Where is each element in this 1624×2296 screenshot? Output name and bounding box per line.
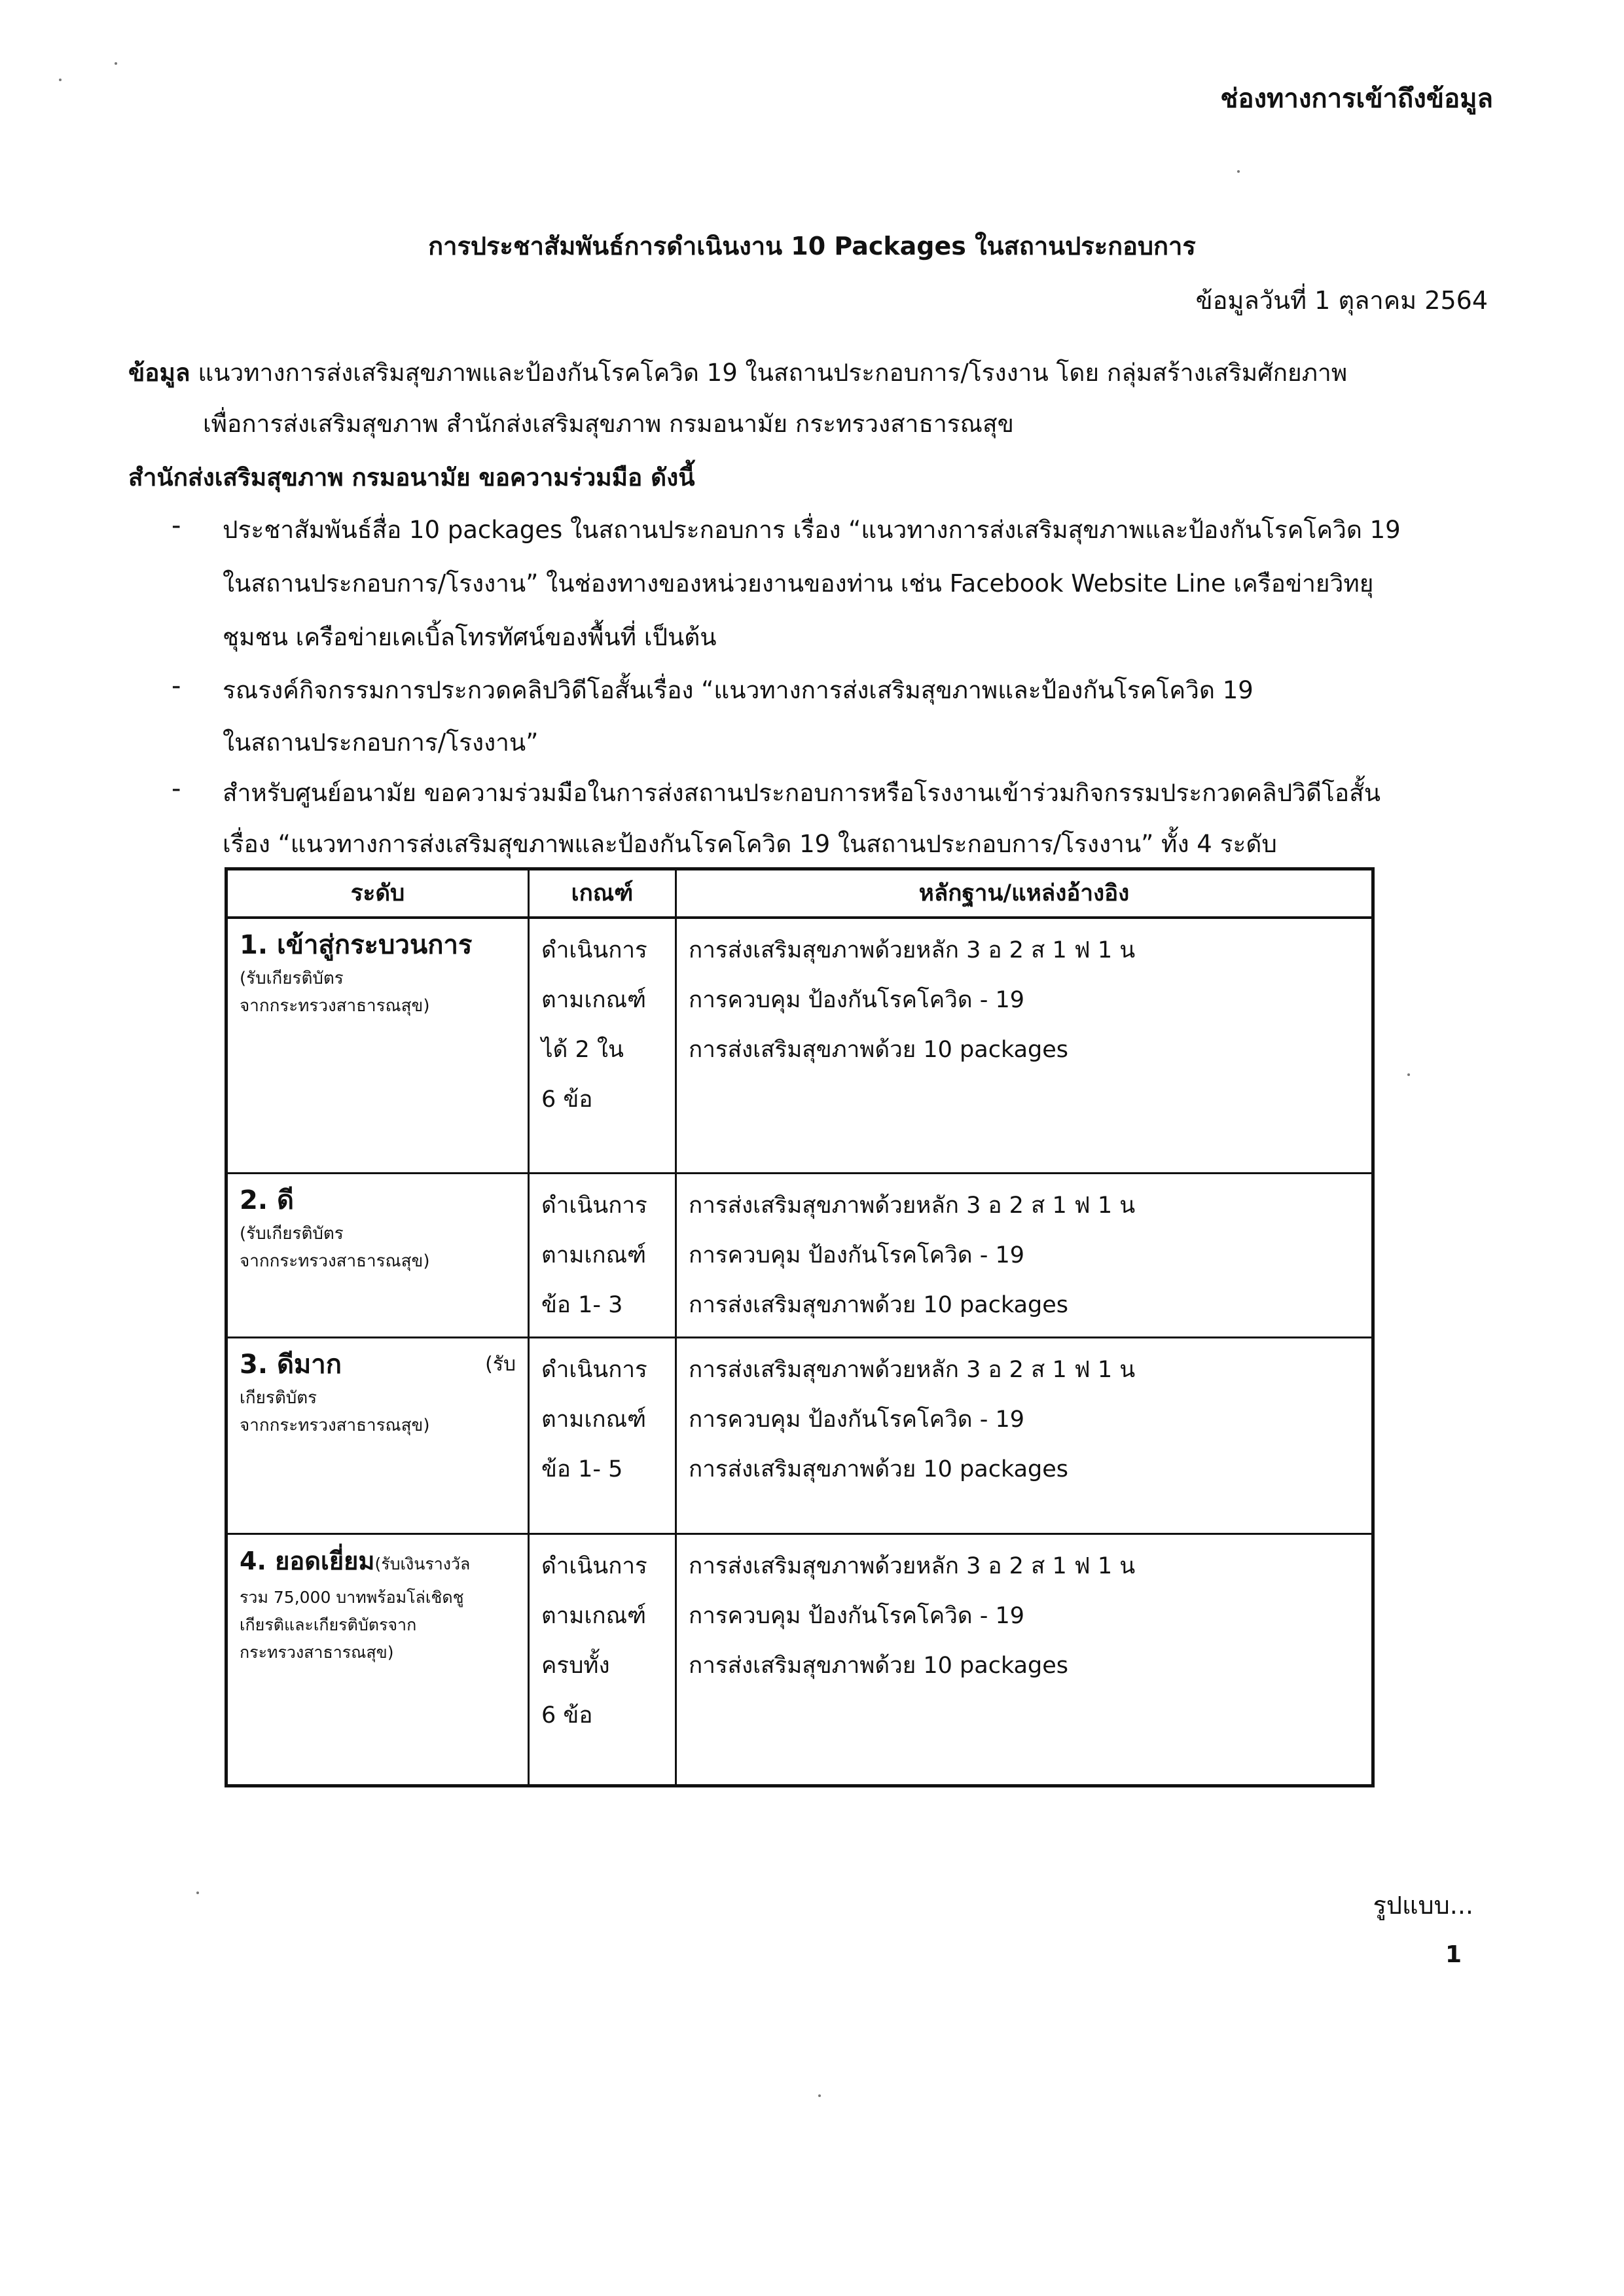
criteria-line: ดำเนินการ: [541, 937, 647, 963]
evidence-line: การส่งเสริมสุขภาพด้วยหลัก 3 อ 2 ส 1 ฟ 1 น: [689, 1552, 1136, 1579]
bullet-3-line-2: เรื่อง “แนวทางการส่งเสริมสุขภาพและป้องกันโรคโควิด 19 ในสถานประกอบการ/โรงงาน” ทั้ง 4 ระดับ: [223, 830, 1277, 858]
evidence-line: การส่งเสริมสุขภาพด้วยหลัก 3 อ 2 ส 1 ฟ 1 น: [689, 1192, 1136, 1219]
level-title-text: 3. ดีมาก: [240, 1349, 342, 1380]
scan-speck: [59, 79, 62, 81]
evidence-cell: [676, 1337, 1373, 1534]
evidence-cell: [676, 1173, 1373, 1337]
level-note: (รับเกียรติบัตร: [240, 1223, 344, 1244]
scan-speck: [196, 1892, 199, 1894]
criteria-line: ตามเกณฑ์: [541, 1602, 647, 1629]
evidence-line: การควบคุม ป้องกันโรคโควิด - 19: [689, 1406, 1025, 1433]
criteria-line: ได้ 2 ใน: [541, 1037, 624, 1063]
header-level: ระดับ: [226, 869, 529, 918]
evidence-cell: [676, 918, 1373, 1173]
table-row: [226, 1173, 1373, 1337]
bullet-1-dash: -: [171, 511, 181, 541]
bullet-1-line-1: ประชาสัมพันธ์สื่อ 10 packages ในสถานประกอบการ เรื่อง “แนวทางการส่งเสริมสุขภาพและป้องกันโรคโควิด 19: [223, 516, 1401, 544]
evidence-line: การส่งเสริมสุขภาพด้วย 10 packages: [689, 1037, 1069, 1063]
table-row: [226, 1337, 1373, 1534]
level-cell: [226, 1337, 529, 1534]
bullet-1-line-2: ในสถานประกอบการ/โรงงาน” ในช่องทางของหน่วยงานของท่าน เช่น Facebook Website Line เครือข่ายวิทยุ: [223, 569, 1374, 598]
scan-speck: [115, 62, 117, 65]
header-criteria: เกณฑ์: [529, 869, 676, 918]
level-note: จากกระทรวงสาธารณสุข): [240, 1415, 430, 1435]
levels-table: [225, 867, 1375, 1787]
info-paragraph: [128, 353, 1347, 392]
criteria-cell: [529, 918, 676, 1173]
criteria-line: 6 ข้อ: [541, 1702, 593, 1729]
criteria-line: ดำเนินการ: [541, 1356, 647, 1383]
bullet-2-dash: -: [171, 671, 181, 701]
level-note: (รับเกียรติบัตร: [240, 969, 344, 988]
level-note: เกียรติบัตร: [240, 1388, 317, 1408]
bullet-2-line-1: รณรงค์กิจกรรมการประกวดคลิปวิดีโอสั้นเรื่อง “แนวทางการส่งเสริมสุขภาพและป้องกันโรคโควิด 19: [223, 676, 1254, 704]
level-note: เกียรติและเกียรติบัตรจาก: [240, 1615, 417, 1634]
evidence-line: การควบคุม ป้องกันโรคโควิด - 19: [689, 1242, 1025, 1268]
bullet-3-line-1: สำหรับศูนย์อนามัย ขอความร่วมมือในการส่งสถานประกอบการหรือโรงงานเข้าร่วมกิจกรรมประกวดคลิปวิดีโอสั้น: [223, 779, 1380, 807]
bullet-3-dash: -: [171, 774, 181, 804]
level-cell: [226, 918, 529, 1173]
scan-speck: [818, 2094, 821, 2097]
criteria-line: ตามเกณฑ์: [541, 987, 647, 1013]
level-title-suffix: (รับ: [485, 1352, 516, 1376]
info-line-2: เพื่อการส่งเสริมสุขภาพ สำนักส่งเสริมสุขภาพ กรมอนามัย กระทรวงสาธารณสุข: [203, 410, 1014, 438]
criteria-line: ตามเกณฑ์: [541, 1406, 647, 1433]
criteria-cell: [529, 1173, 676, 1337]
level-title: 2. ดี: [240, 1185, 294, 1215]
criteria-line: ตามเกณฑ์: [541, 1242, 647, 1268]
info-line-1: แนวทางการส่งเสริมสุขภาพและป้องกันโรคโควิด 19 ในสถานประกอบการ/โรงงาน โดย กลุ่มสร้างเสริมศักยภาพ: [198, 359, 1348, 387]
table-row: [226, 1534, 1373, 1785]
date-line: ข้อมูลวันที่ 1 ตุลาคม 2564: [1195, 286, 1488, 315]
criteria-line: ข้อ 1- 5: [541, 1456, 623, 1482]
criteria-line: ดำเนินการ: [541, 1192, 647, 1219]
page-number: 1: [1445, 1941, 1462, 1968]
level-note: กระทรวงสาธารณสุข): [240, 1642, 394, 1662]
evidence-line: การส่งเสริมสุขภาพด้วยหลัก 3 อ 2 ส 1 ฟ 1 น: [689, 937, 1136, 963]
request-heading: สำนักส่งเสริมสุขภาพ กรมอนามัย ขอความร่วมมือ ดังนี้: [128, 463, 695, 492]
continued-marker: รูปแบบ...: [1373, 1891, 1473, 1920]
info-label: ข้อมูล: [128, 359, 190, 387]
criteria-cell: [529, 1534, 676, 1785]
document-title: การประชาสัมพันธ์การดำเนินงาน 10 Packages ในสถานประกอบการ: [428, 232, 1196, 260]
criteria-cell: [529, 1337, 676, 1534]
criteria-line: ครบทั้ง: [541, 1652, 610, 1679]
header-access-channel: ช่องทางการเข้าถึงข้อมูล: [1220, 84, 1493, 114]
level-title: [240, 1541, 516, 1584]
table-header-row: [226, 869, 1373, 918]
evidence-line: การควบคุม ป้องกันโรคโควิด - 19: [689, 987, 1025, 1013]
criteria-line: 6 ข้อ: [541, 1086, 593, 1113]
criteria-line: ดำเนินการ: [541, 1552, 647, 1579]
criteria-line: ข้อ 1- 3: [541, 1291, 623, 1318]
evidence-line: การส่งเสริมสุขภาพด้วย 10 packages: [689, 1291, 1069, 1318]
evidence-line: การส่งเสริมสุขภาพด้วย 10 packages: [689, 1652, 1069, 1679]
bullet-2-line-2: ในสถานประกอบการ/โรงงาน”: [223, 728, 539, 757]
scan-speck: [1407, 1073, 1410, 1076]
level-title-suffix: (รับเงินรางวัล: [374, 1554, 471, 1573]
level-cell: [226, 1173, 529, 1337]
level-title: 1. เข้าสู่กระบวนการ: [240, 930, 473, 960]
bullet-1-line-3: ชุมชน เครือข่ายเคเบิ้ลโทรทัศน์ของพื้นที่ เป็นต้น: [223, 623, 717, 651]
evidence-line: การส่งเสริมสุขภาพด้วยหลัก 3 อ 2 ส 1 ฟ 1 น: [689, 1356, 1136, 1383]
header-evidence: หลักฐาน/แหล่งอ้างอิง: [676, 869, 1373, 918]
evidence-cell: [676, 1534, 1373, 1785]
scan-speck: [1237, 170, 1240, 173]
level-title-text: 4. ยอดเยี่ยม: [240, 1546, 375, 1575]
level-note: รวม 75,000 บาทพร้อมโล่เชิดชู: [240, 1587, 464, 1607]
level-title: [240, 1345, 516, 1384]
level-note: จากกระทรวงสาธารณสุข): [240, 1251, 430, 1271]
table-row: [226, 918, 1373, 1173]
level-cell: [226, 1534, 529, 1785]
evidence-line: การควบคุม ป้องกันโรคโควิด - 19: [689, 1602, 1025, 1629]
level-note: จากกระทรวงสาธารณสุข): [240, 996, 430, 1016]
evidence-line: การส่งเสริมสุขภาพด้วย 10 packages: [689, 1456, 1069, 1482]
